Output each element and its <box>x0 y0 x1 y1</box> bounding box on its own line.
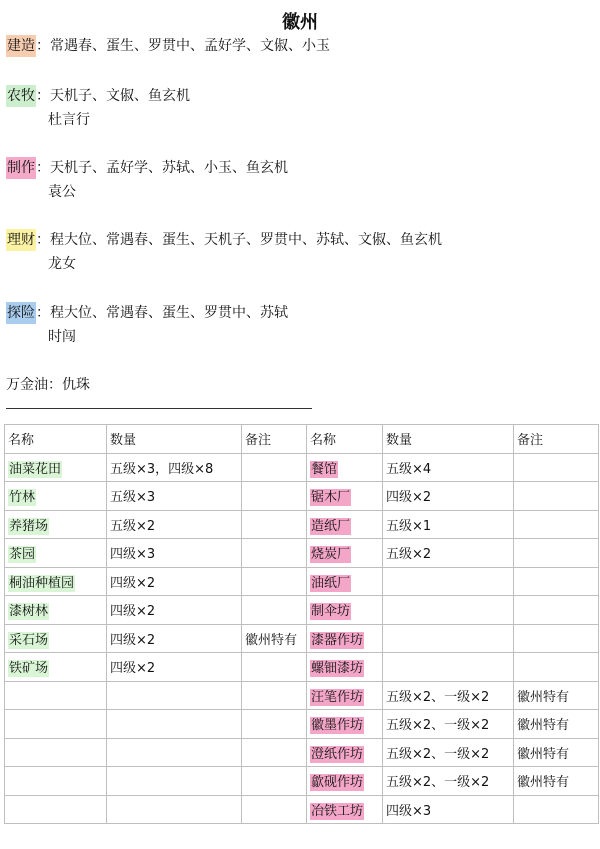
table-cell <box>5 738 107 767</box>
table-cell <box>5 710 107 739</box>
category-block <box>6 301 288 349</box>
category-tag: 农牧 <box>6 85 36 107</box>
table-cell <box>514 795 599 824</box>
category-continuation: 龙女 <box>48 256 76 272</box>
category-separator: ： <box>36 160 50 176</box>
table-cell <box>107 710 242 739</box>
table-cell <box>242 795 307 824</box>
category-separator: ： <box>36 305 50 321</box>
table-cell <box>307 539 383 568</box>
category-block <box>6 156 288 204</box>
table-cell <box>514 653 599 682</box>
table-cell <box>307 482 383 511</box>
table-cell <box>5 681 107 710</box>
table-row <box>5 624 599 653</box>
table-cell <box>307 767 383 796</box>
category-line <box>6 84 190 108</box>
table-cell <box>107 738 242 767</box>
category-block <box>6 84 190 132</box>
table-header-cell: 名称 <box>307 425 383 454</box>
table-cell <box>242 653 307 682</box>
table-cell <box>383 567 514 596</box>
table-header-cell: 名称 <box>5 425 107 454</box>
table-row <box>5 596 599 625</box>
building-name: 锯木厂 <box>311 490 351 506</box>
table-cell: 四级×2 <box>107 653 242 682</box>
building-name: 制伞坊 <box>311 604 351 620</box>
table-cell: 五级×2、一级×2 <box>383 767 514 796</box>
table-cell <box>5 596 107 625</box>
building-name: 油纸厂 <box>311 575 351 591</box>
building-name: 茶园 <box>9 547 36 563</box>
table-cell <box>307 624 383 653</box>
table-cell <box>383 624 514 653</box>
table-cell <box>242 710 307 739</box>
category-separator: ： <box>36 88 50 104</box>
table-cell: 徽州特有 <box>514 738 599 767</box>
table-row <box>5 539 599 568</box>
table-cell: 徽州特有 <box>514 767 599 796</box>
category-line <box>6 228 442 252</box>
category-tag: 建造 <box>6 35 36 57</box>
table-cell: 四级×2 <box>107 596 242 625</box>
table-row <box>5 453 599 482</box>
table-cell <box>514 539 599 568</box>
table-header-cell: 数量 <box>383 425 514 454</box>
building-name: 餐馆 <box>311 461 338 477</box>
table-cell: 四级×3 <box>383 795 514 824</box>
table-cell <box>5 767 107 796</box>
category-tag: 制作 <box>6 157 36 179</box>
table-cell <box>514 453 599 482</box>
building-name: 桐油种植园 <box>9 575 75 591</box>
table-cell <box>307 567 383 596</box>
table-cell <box>242 681 307 710</box>
table-cell <box>5 539 107 568</box>
page-title: 徽州 <box>282 12 318 33</box>
table-cell <box>307 710 383 739</box>
table-cell <box>242 596 307 625</box>
building-name: 养猪场 <box>9 518 49 534</box>
category-line <box>6 301 288 325</box>
table-cell <box>5 624 107 653</box>
table-cell <box>307 681 383 710</box>
table-cell <box>514 596 599 625</box>
table-cell <box>514 510 599 539</box>
table-cell <box>514 567 599 596</box>
table-cell: 五级×3，四级×8 <box>107 453 242 482</box>
table-cell <box>107 795 242 824</box>
table-cell: 五级×2 <box>107 510 242 539</box>
table-row <box>5 653 599 682</box>
table-cell: 五级×2、一级×2 <box>383 681 514 710</box>
table-cell <box>514 482 599 511</box>
table-cell <box>514 624 599 653</box>
table-row <box>5 510 599 539</box>
building-name: 冶铁工坊 <box>311 803 364 819</box>
divider <box>6 408 312 409</box>
category-members: 天机子、文俶、鱼玄机 <box>50 88 190 104</box>
building-name: 竹林 <box>9 490 36 506</box>
table-cell <box>242 510 307 539</box>
building-table <box>4 424 599 824</box>
category-separator: ： <box>36 38 50 54</box>
category-members: 常遇春、蛋生、罗贯中、孟好学、文俶、小玉 <box>50 38 330 54</box>
building-name: 漆树林 <box>9 604 49 620</box>
table-cell <box>307 453 383 482</box>
table-cell <box>242 453 307 482</box>
category-separator: ： <box>36 232 50 248</box>
table-cell: 五级×1 <box>383 510 514 539</box>
table-cell <box>242 482 307 511</box>
table-header-cell: 备注 <box>514 425 599 454</box>
building-name: 漆器作坊 <box>311 632 364 648</box>
category-members: 程大位、常遇春、蛋生、天机子、罗贯中、苏轼、文俶、鱼玄机 <box>50 232 442 248</box>
table-row <box>5 767 599 796</box>
table-cell <box>242 767 307 796</box>
table-cell: 五级×2 <box>383 539 514 568</box>
table-cell: 徽州特有 <box>514 681 599 710</box>
table-cell <box>307 738 383 767</box>
table-cell: 四级×2 <box>107 624 242 653</box>
table-cell: 四级×3 <box>107 539 242 568</box>
table-row <box>5 567 599 596</box>
table-row <box>5 710 599 739</box>
category-members: 程大位、常遇春、蛋生、罗贯中、苏轼 <box>50 305 288 321</box>
table-cell: 五级×4 <box>383 453 514 482</box>
building-name: 汪笔作坊 <box>311 689 364 705</box>
table-header-cell: 数量 <box>107 425 242 454</box>
table-cell <box>307 653 383 682</box>
table-cell <box>242 539 307 568</box>
building-name: 螺钿漆坊 <box>311 661 364 677</box>
category-line <box>6 156 288 180</box>
table-cell <box>383 596 514 625</box>
building-name: 铁矿场 <box>9 661 49 677</box>
table-cell <box>5 567 107 596</box>
table-cell <box>5 453 107 482</box>
category-continuation: 袁公 <box>48 184 76 200</box>
table-row <box>5 795 599 824</box>
table-cell: 五级×2、一级×2 <box>383 710 514 739</box>
table-cell <box>107 681 242 710</box>
table-header-row <box>5 425 599 454</box>
category-continuation: 杜言行 <box>48 112 90 128</box>
building-name: 采石场 <box>9 632 49 648</box>
table-cell <box>307 596 383 625</box>
table-cell <box>5 795 107 824</box>
table-cell <box>307 795 383 824</box>
category-line <box>6 34 330 58</box>
table-cell: 四级×2 <box>107 567 242 596</box>
table-cell: 五级×3 <box>107 482 242 511</box>
table-cell <box>107 767 242 796</box>
building-name: 烧炭厂 <box>311 547 351 563</box>
table-cell: 徽州特有 <box>514 710 599 739</box>
building-name: 歙砚作坊 <box>311 775 364 791</box>
table-cell <box>242 567 307 596</box>
table-header-cell: 备注 <box>242 425 307 454</box>
table-cell <box>5 510 107 539</box>
category-block <box>6 34 330 58</box>
table-row <box>5 681 599 710</box>
table-row <box>5 738 599 767</box>
extra-line: 万金油：仇珠 <box>6 377 90 393</box>
table-cell <box>5 653 107 682</box>
table-cell <box>383 653 514 682</box>
building-name: 澄纸作坊 <box>311 746 364 762</box>
category-continuation: 时闯 <box>48 329 76 345</box>
building-name: 油菜花田 <box>9 461 62 477</box>
category-block <box>6 228 442 276</box>
table-cell <box>242 738 307 767</box>
category-tag: 理财 <box>6 229 36 251</box>
building-name: 造纸厂 <box>311 518 351 534</box>
table-cell: 四级×2 <box>383 482 514 511</box>
table-cell <box>307 510 383 539</box>
category-members: 天机子、孟好学、苏轼、小玉、鱼玄机 <box>50 160 288 176</box>
category-tag: 探险 <box>6 302 36 324</box>
table-row <box>5 482 599 511</box>
table-cell <box>5 482 107 511</box>
table-cell: 徽州特有 <box>242 624 307 653</box>
building-name: 徽墨作坊 <box>311 718 364 734</box>
table-cell: 五级×2、一级×2 <box>383 738 514 767</box>
